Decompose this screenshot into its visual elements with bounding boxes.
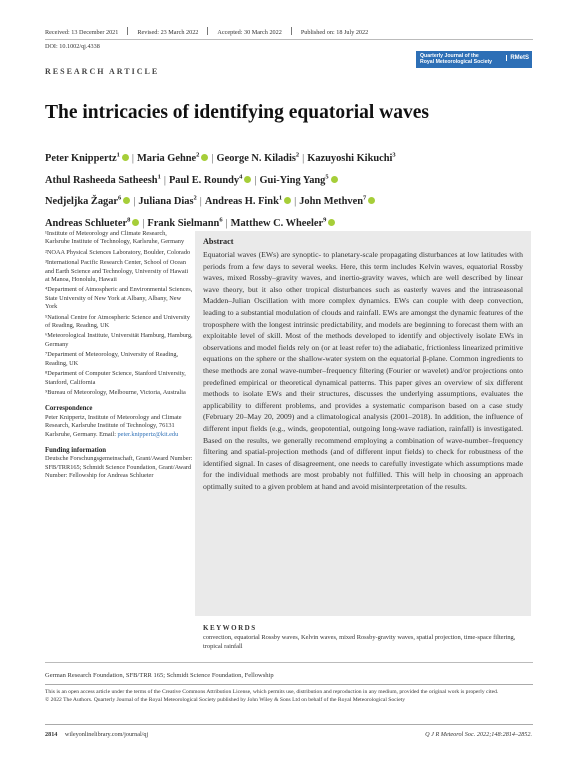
author[interactable] (205, 196, 291, 207)
author-separator: | (142, 217, 145, 229)
article-dates (45, 27, 368, 36)
footer-rule (45, 662, 533, 663)
author-affiliation-number: 4 (239, 173, 243, 181)
author-affiliation-number: 6 (118, 194, 122, 202)
author-name: Andreas Schlueter (45, 217, 128, 229)
abstract-text: Equatorial waves (EWs) are synoptic- to planetary-scale propagating disturbances at low latitudes with periods from a few days to several weeks. Here, this term includes Kelvin waves, equatorial Rossby waves, mixed Rossby–gravity waves, and inertio-gravity waves, which are well described by linear wave theory, but it also other tropical disturbances such as easterly waves and the intraseasonal Madden–Julian Oscillation with more complex dynamics. EWs can couple with deep convection, leading to a substantial modulation of clouds and rainfall. EWs are amongst the dynamic features of the troposphere with the longest intrinsic predictability, and models are beginning to forecast them with an exploitable level of skill. Most of the methods developed to identify and objectively isolate EWs in observations and model fields rely on (or at least refer to) the adiabatic, frictionless linearized primitive equations on the sphere or the shallow-water system on the equatorial β-plane. Common ingredients to these methods are zonal wave-number–frequency filtering (Fourier or wavelet) and/or projections onto predefined empirical or theoretical dynamical patterns. This paper gives an overview of six different methods to isolate EWs and their structures, discusses the underlying assumptions, evaluates the applicability to different problems, and provides a systematic comparison based on a case study (February 20–May 20, 2009) and a climatological analysis (2001–2018). In addition, the influence of different input fields (e.g., winds, geopotential, outgoing long-wave radiation, rainfall) is investigated. Based on the results, we generally recommend employing a combination of wave-number–frequency filtering and spatial-projection methods (and of different input fields) to check for robustness of the identified signal. In cases of disagreement, one needs to carefully investigate which assumptions made for the individual methods are most probably not fulfilled. This will help in choosing an approach optimally suited to a given problem at hand and avoid misinterpretation of the results. (203, 250, 523, 491)
header-rule (45, 39, 533, 40)
affiliation: ²NOAA Physical Sciences Laboratory, Boulder, Colorado (45, 248, 191, 256)
orcid-icon[interactable] (368, 197, 375, 204)
author-affiliation-number: 1 (116, 152, 120, 159)
funding-text: Deutsche Forschungsgemeinschaft, Grant/Award Number: SFB/TRR165; Schmidt Science Foundation, Grant/Award Number: Fellowship for Andreas Schlueter (45, 455, 193, 480)
footer-rule (45, 684, 533, 685)
author-separator: | (131, 153, 134, 165)
author-affiliation-number: 5 (325, 173, 329, 181)
author[interactable] (45, 153, 129, 164)
keywords-text: convection, equatorial Rossby waves, Kelvin waves, mixed Rossby-gravity waves, spatial projection, time-space filtering, tropical rainfall (203, 634, 516, 650)
author-affiliation-number: 1 (278, 194, 283, 202)
license-text: This is an open access article under the terms of the Creative Commons Attribution License, which permits use, distribution and reproduction in any medium, provided the original work is properly cited. (45, 689, 499, 695)
author-separator: | (225, 217, 228, 229)
author-separator: | (133, 196, 136, 208)
author-name: Paul E. Roundy (168, 174, 240, 186)
copyright-text: © 2022 The Authors. Quarterly Journal of the Royal Meteorological Society published by John Wiley & Sons Ltd on behalf of the Royal Meteorological Society (45, 696, 406, 703)
author-name: Maria Gehne (137, 153, 197, 165)
author[interactable] (259, 175, 337, 186)
author-name: Kazuyoshi Kikuchi (307, 153, 393, 165)
date-separator (127, 27, 128, 35)
author-name: Peter Knippertz (45, 153, 117, 165)
author-name: John Methven (299, 196, 364, 208)
author-separator: | (163, 174, 166, 186)
author-name: Andreas H. Fink (204, 196, 279, 208)
author-affiliation-number: 2 (196, 152, 200, 159)
author-affiliation-number: 7 (363, 194, 367, 202)
author-name: Juliana Dias (138, 196, 194, 208)
affiliation: ⁴Department of Atmospheric and Environmental Sciences, State University of New York at Albany, Albany, New York (45, 286, 193, 311)
orcid-icon[interactable] (201, 154, 208, 161)
article-type: RESEARCH ARTICLE (45, 67, 160, 76)
keywords-section (203, 624, 525, 651)
orcid-icon[interactable] (132, 219, 139, 226)
author[interactable] (217, 153, 300, 164)
author-affiliation-number: 9 (323, 216, 327, 224)
funding-heading: Funding information (45, 446, 106, 454)
journal-url[interactable]: wileyonlinelibrary.com/journal/qj (64, 731, 149, 738)
affiliation: ⁸Department of Computer Science, Stanford University, Stanford, California (45, 370, 186, 386)
author[interactable] (299, 196, 375, 207)
author-affiliation-number: 2 (295, 152, 300, 159)
author-separator: | (294, 196, 297, 208)
author[interactable] (231, 218, 336, 229)
author-name: Matthew C. Wheeler (230, 217, 324, 229)
author[interactable] (45, 196, 130, 207)
doi[interactable]: DOI: 10.1002/qj.4338 (45, 43, 100, 50)
journal-badge-line2: Royal Meteorological Society (420, 59, 493, 65)
email-link[interactable]: peter.knippertz@kit.edu (117, 430, 179, 438)
author[interactable] (169, 175, 251, 186)
license-block (45, 689, 533, 704)
citation: Q J R Meteorol Soc. 2022;148:2814–2852. (425, 731, 532, 738)
paper-title: The intricacies of identifying equatorial waves (45, 102, 430, 123)
orcid-icon[interactable] (331, 176, 338, 183)
email-label: Email: (99, 430, 116, 438)
revised-date: Revised: 23 March 2022 (137, 29, 199, 36)
published-date: Published on: 18 July 2022 (300, 29, 369, 36)
author[interactable] (307, 153, 395, 164)
journal-badge[interactable] (416, 51, 532, 68)
affiliation: ⁵National Centre for Atmospheric Science and University of Reading, Reading, UK (45, 313, 190, 330)
author[interactable] (147, 218, 222, 229)
author[interactable] (137, 153, 208, 164)
orcid-icon[interactable] (122, 154, 129, 161)
correspondence-heading: Correspondence (45, 405, 93, 413)
journal-badge-line1: Quarterly Journal of the (420, 53, 479, 59)
author-name: Athul Rasheeda Satheesh (45, 174, 158, 186)
abstract-box (195, 231, 531, 616)
abstract-heading: Abstract (203, 237, 234, 246)
author[interactable] (45, 218, 139, 229)
correspondence-text: Peter Knippertz, Institute of Meteorology and Climate Research, Karlsruhe Institute of Technology, 76131 Karlsruhe, Germany. Email: peter.knippertz@kit.edu (45, 413, 182, 438)
author-affiliation-number: 6 (219, 216, 223, 224)
author-name: Gui-Ying Yang (259, 174, 326, 186)
received-date: Received: 13 December 2021 (45, 29, 119, 36)
author-separator: | (302, 153, 305, 165)
orcid-icon[interactable] (123, 197, 130, 204)
orcid-icon[interactable] (328, 219, 335, 226)
footer-rule (45, 724, 533, 725)
affiliation-list (45, 230, 193, 397)
author-affiliation-number: 8 (127, 216, 131, 224)
author[interactable] (138, 196, 196, 207)
author-separator: | (254, 174, 257, 186)
author[interactable] (45, 175, 161, 186)
date-separator (291, 27, 292, 35)
author-separator: | (199, 196, 202, 208)
author-separator: | (211, 153, 214, 165)
affiliation: ¹Institute of Meteorology and Climate Research, Karlsruhe Institute of Technology, Karlsruhe, Germany (45, 230, 185, 246)
orcid-icon[interactable] (284, 197, 291, 204)
author-name: Frank Sielmann (147, 217, 220, 229)
date-separator (207, 27, 208, 35)
funding-line: German Research Foundation, SFB/TRR 165; Schmidt Science Foundation, Fellowship (45, 672, 274, 679)
author-affiliation-number: 1 (157, 173, 161, 181)
affiliation: ³International Pacific Research Center, School of Ocean and Earth Science and Technology, University of Hawaii at Manoa, Honolulu, Hawaii (45, 259, 189, 284)
footer-left (45, 731, 148, 738)
author-affiliation-number: 2 (193, 194, 197, 202)
page-number: 2814 (45, 731, 58, 738)
keywords-heading: KEYWORDS (203, 624, 257, 632)
affiliation: ⁹Bureau of Meteorology, Melbourne, Victoria, Australia (45, 388, 186, 396)
affiliation: ⁶Meteorological Institute, Universität Hamburg, Hamburg, Germany (45, 332, 193, 348)
orcid-icon[interactable] (244, 176, 251, 183)
affiliation: ⁷Department of Meteorology, University of Reading, Reading, UK (45, 351, 179, 367)
author-name: Nedjeljka Žagar (45, 196, 119, 208)
rmets-logo: RMetS (506, 55, 529, 61)
accepted-date: Accepted: 30 March 2022 (217, 29, 282, 36)
author-list (45, 147, 525, 233)
sidebar (45, 230, 193, 481)
author-name: George N. Kiladis (216, 153, 296, 165)
author-affiliation-number: 3 (392, 152, 396, 159)
